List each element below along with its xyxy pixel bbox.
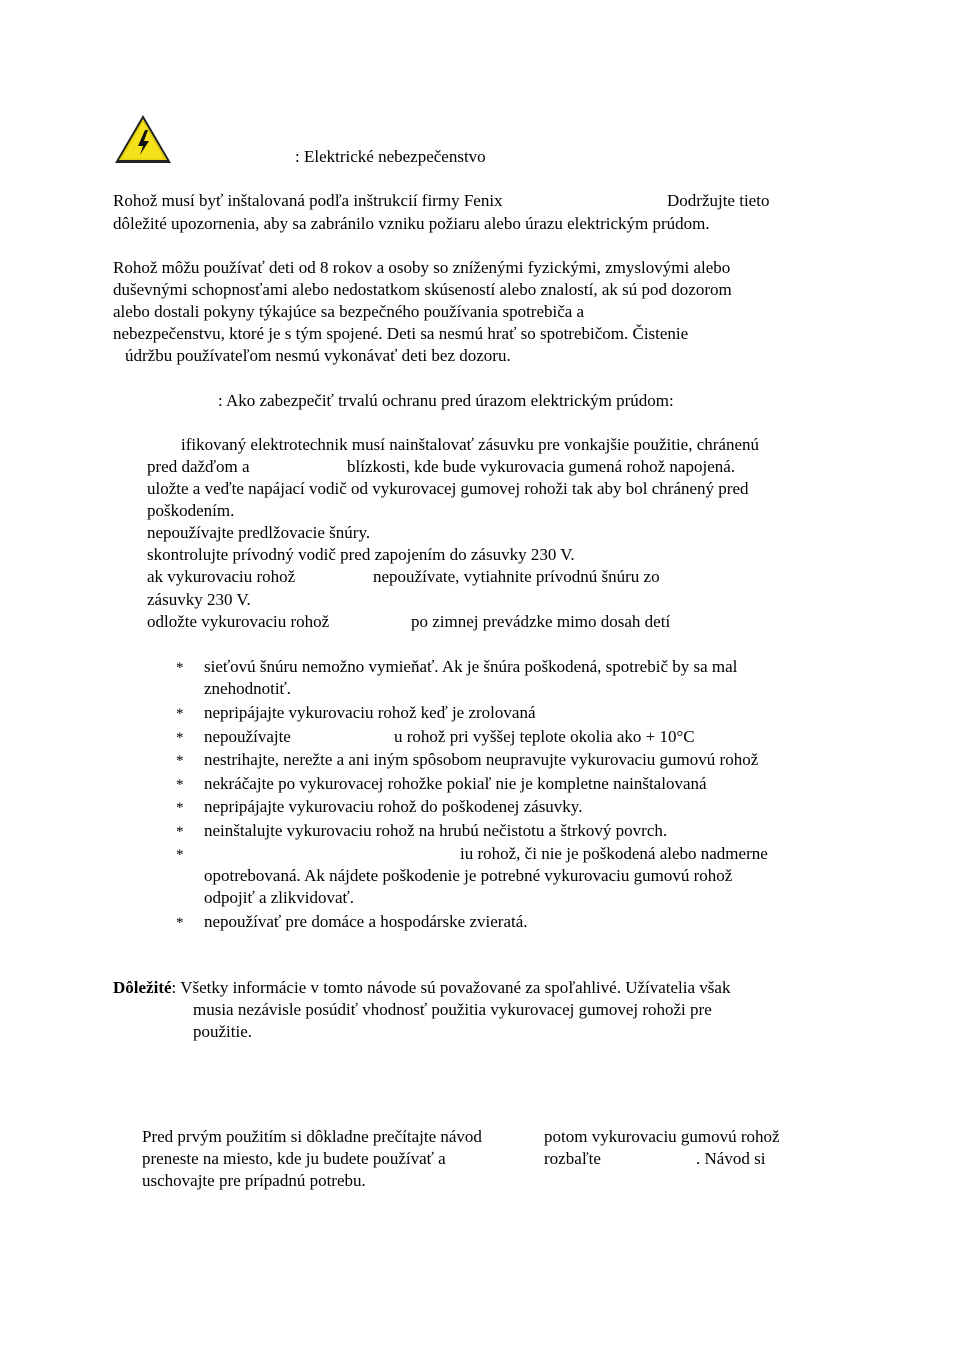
protection-line: nepoužívate, vytiahnite prívodnú šnúru zo [373,567,660,586]
protection-line: nepoužívajte predlžovacie šnúry. [147,523,371,542]
final-line: potom vykurovaciu gumovú rohož [544,1127,780,1146]
final-line: preneste na miesto, kde ju budete používať a [142,1149,446,1168]
para2-line: alebo dostali pokyny týkajúce sa bezpečného používania spotrebiča a [113,302,585,321]
bullet-star: * [176,800,184,816]
para1-line2: dôležité upozornenia, aby sa zabránilo vzniku požiaru alebo úrazu elektrickým prúdom. [113,214,710,233]
para2-line: duševnými schopnosťami alebo nedostatkom skúseností alebo znalostí, ak sú pod dozorom [113,280,732,299]
para2-line: nebezpečenstvu, ktoré je s tým spojené. Deti sa nesmú hrať so spotrebičom. Čistenie [113,324,689,343]
para1-line1a: Rohož musí byť inštalovaná podľa inštrukcií firmy Fenix [113,191,503,210]
bullet-text: znehodnotiť. [204,679,292,698]
warning-title: : Elektrické nebezpečenstvo [295,147,486,166]
bullet-text: odpojiť a zlikvidovať. [204,888,355,907]
electric-hazard-icon [113,113,173,165]
important-text: : Všetky informácie v tomto návode sú považované za spoľahlivé. Užívatelia však [171,978,731,997]
bullet-star: * [176,660,184,676]
important-line1 [113,978,730,998]
protection-line: zásuvky 230 V. [147,590,251,609]
bullet-text: sieťovú šnúru nemožno vymieňať. Ak je šnúra poškodená, spotrebič by sa mal [204,657,738,676]
bullet-text: u rohož pri vyššej teplote okolia ako + 10°C [394,727,695,746]
protection-line: skontrolujte prívodný vodič pred zapojením do zásuvky 230 V. [147,545,575,564]
bullet-star: * [176,706,184,722]
bullet-star: * [176,777,184,793]
bullet-star: * [176,915,184,931]
bullet-text: nepripájajte vykurovaciu rohož keď je zrolovaná [204,703,536,722]
important-line2: musia nezávisle posúdiť vhodnosť použitia vykurovacej gumovej rohoži pre [193,1000,712,1019]
important-label: Dôležité [113,978,172,997]
final-line: Pred prvým použitím si dôkladne prečítajte návod [142,1127,482,1146]
protection-line: ak vykurovaciu rohož [147,567,296,586]
bullet-star: * [176,730,184,746]
protection-line: ifikovaný elektrotechnik musí nainštalovať zásuvku pre vonkajšie použitie, chránenú [181,435,760,454]
protection-line: pred dažďom a [147,457,250,476]
para2-line: údržbu používateľom nesmú vykonávať deti bez dozoru. [125,346,511,365]
bullet-text: iu rohož, či nie je poškodená alebo nadmerne [460,844,768,863]
final-line: rozbaľte [544,1149,601,1168]
bullet-star: * [176,847,184,863]
bullet-text: nestrihajte, nerežte a ani iným spôsobom neupravujte vykurovaciu gumovú rohož [204,750,759,769]
protection-line: po zimnej prevádzke mimo dosah detí [411,612,671,631]
bullet-star: * [176,753,184,769]
bullet-star: * [176,824,184,840]
protection-line: poškodením. [147,501,235,520]
protection-line: blízkosti, kde bude vykurovacia gumená rohož napojená. [347,457,736,476]
bullet-text: nekráčajte po vykurovacej rohožke pokiaľ nie je kompletne nainštalovaná [204,774,707,793]
important-line3: použitie. [193,1022,253,1041]
para1-line1b: Dodržujte tieto [667,191,770,210]
final-line: uschovajte pre prípadnú potrebu. [142,1171,366,1190]
protection-heading: : Ako zabezpečiť trvalú ochranu pred úrazom elektrickým prúdom: [218,391,674,410]
bullet-text: nepripájajte vykurovaciu rohož do poškodenej zásuvky. [204,797,583,816]
bullet-text: nepoužívať pre domáce a hospodárske zvieratá. [204,912,528,931]
bullet-text: neinštalujte vykurovaciu rohož na hrubú nečistotu a štrkový povrch. [204,821,668,840]
bullet-text: nepoužívajte [204,727,291,746]
protection-line: odložte vykurovaciu rohož [147,612,330,631]
final-line: . Návod si [696,1149,766,1168]
bullet-text: opotrebovaná. Ak nájdete poškodenie je potrebné vykurovaciu gumovú rohož [204,866,733,885]
protection-line: uložte a veďte napájací vodič od vykurovacej gumovej rohoži tak aby bol chránený pred [147,479,749,498]
para2-line: Rohož môžu používať deti od 8 rokov a osoby so zníženými fyzickými, zmyslovými alebo [113,258,731,277]
